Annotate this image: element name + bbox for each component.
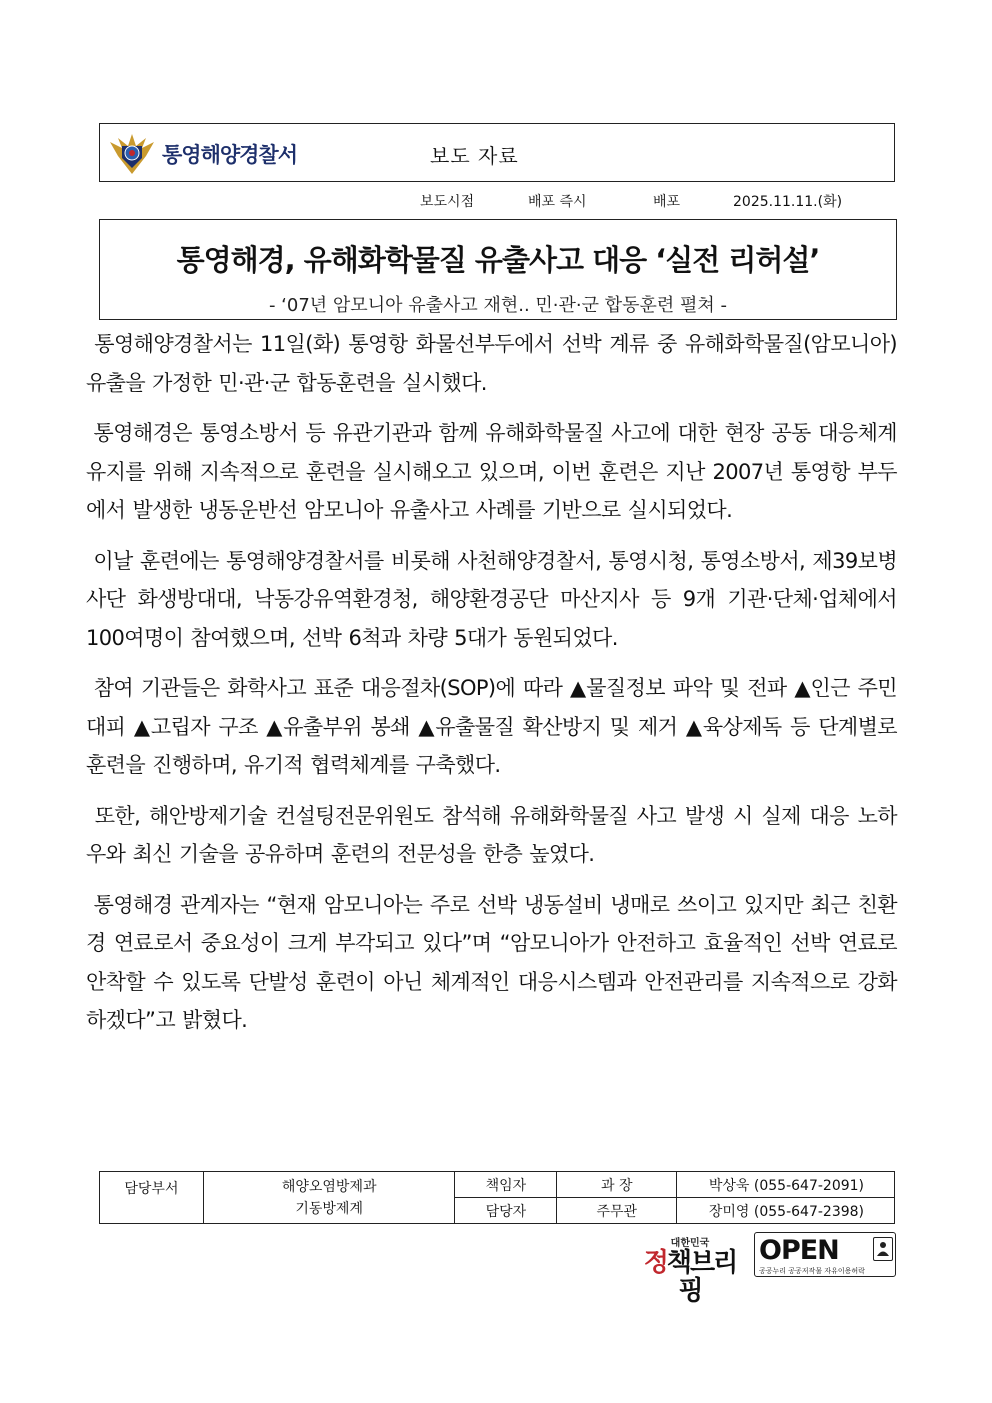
paragraph-1: 통영해양경찰서는 11일(화) 통영항 화물선부두에서 선박 계류 중 유해화학물질(암모니아) 유출을 가정한 민·관·군 합동훈련을 실시했다.	[86, 332, 897, 395]
person-cell: 박상욱 (055-647-2091)	[677, 1172, 895, 1198]
article-body	[86, 325, 897, 1052]
table-row	[100, 1172, 895, 1198]
paragraph-2: 통영해경은 통영소방서 등 유관기관과 함께 유해화학물질 사고에 대한 현장 공동 대응체계 유지를 위해 지속적으로 훈련을 실시해오고 있으며, 이번 훈련은 지난 2007년 통영항 부두에서 발생한 냉동운반선 암모니아 유출사고 사례를 기반으로 실시되었다.	[86, 421, 897, 522]
paragraph-3: 이날 훈련에는 통영해양경찰서를 비롯해 사천해양경찰서, 통영시청, 통영소방서, 제39보병사단 화생방대대, 낙동강유역환경청, 해양환경공단 마산지사 등 9개 기관·단체·업체에서 100여명이 참여했으며, 선박 6척과 차량 5대가 동원되었다.	[86, 548, 898, 650]
release-info	[420, 191, 842, 211]
attribution-badge-icon	[873, 1237, 893, 1261]
role-cell: 책임자	[455, 1172, 557, 1198]
contact-table	[99, 1171, 895, 1224]
header-box	[99, 123, 895, 182]
release-time-label: 보도시점	[420, 194, 475, 210]
paragraph-5: 또한, 해안방제기술 컨설팅전문위원도 참석해 유해화학물질 사고 발생 시 실제 대응 노하우와 최신 기술을 공유하며 훈련의 전문성을 한층 높였다.	[86, 803, 897, 866]
dept-name: 해양오염방제과 기동방제계	[203, 1172, 455, 1224]
release-date: 2025.11.11.(화)	[733, 194, 843, 210]
kogl-open-license-logo: OPEN 공공누리 공공저작물 자유이용허락	[754, 1232, 896, 1277]
distribution-label: 배포	[653, 194, 681, 210]
subheadline: - ‘07년 암모니아 유출사고 재현.. 민·관·군 합동훈련 펼쳐 -	[268, 295, 728, 316]
doc-type: 보도 자료	[430, 144, 519, 168]
title-cell: 주무관	[557, 1198, 677, 1224]
title-box	[99, 219, 897, 320]
headline: 통영해경, 유해화학물질 유출사고 대응 ‘실전 리허설’	[176, 243, 820, 277]
coast-guard-emblem-icon	[108, 132, 156, 176]
title-cell: 과 장	[557, 1172, 677, 1198]
dept-label: 담당부서	[100, 1172, 204, 1224]
org-name: 통영해양경찰서	[162, 143, 298, 167]
org-logo	[108, 132, 297, 176]
person-cell: 장미영 (055-647-2398)	[677, 1198, 895, 1224]
release-time-value: 배포 즉시	[528, 194, 587, 210]
role-cell: 담당자	[455, 1198, 557, 1224]
paragraph-6: 통영해경 관계자는 “현재 암모니아는 주로 선박 냉동설비 냉매로 쓰이고 있지만 최근 친환경 연료로서 중요성이 크게 부각되고 있다”며 “암모니아가 안전하고 효율적인 선박 연료로 안착할 수 있도록 단발성 훈련이 아닌 체계적인 대응시스템과 안전관리를 지속적으로 강화하겠다”고 밝혔다.	[86, 892, 897, 1032]
paragraph-4: 참여 기관들은 화학사고 표준 대응절차(SOP)에 따라 ▲물질정보 파악 및 전파 ▲인근 주민 대피 ▲고립자 구조 ▲유출부위 봉쇄 ▲유출물질 확산방지 및 제거 ▲육상제독 등 단계별로 훈련을 진행하며, 유기적 협력체계를 구축했다.	[86, 676, 897, 777]
korea-policy-briefing-logo: 대한민국 정책브리핑	[643, 1238, 737, 1306]
